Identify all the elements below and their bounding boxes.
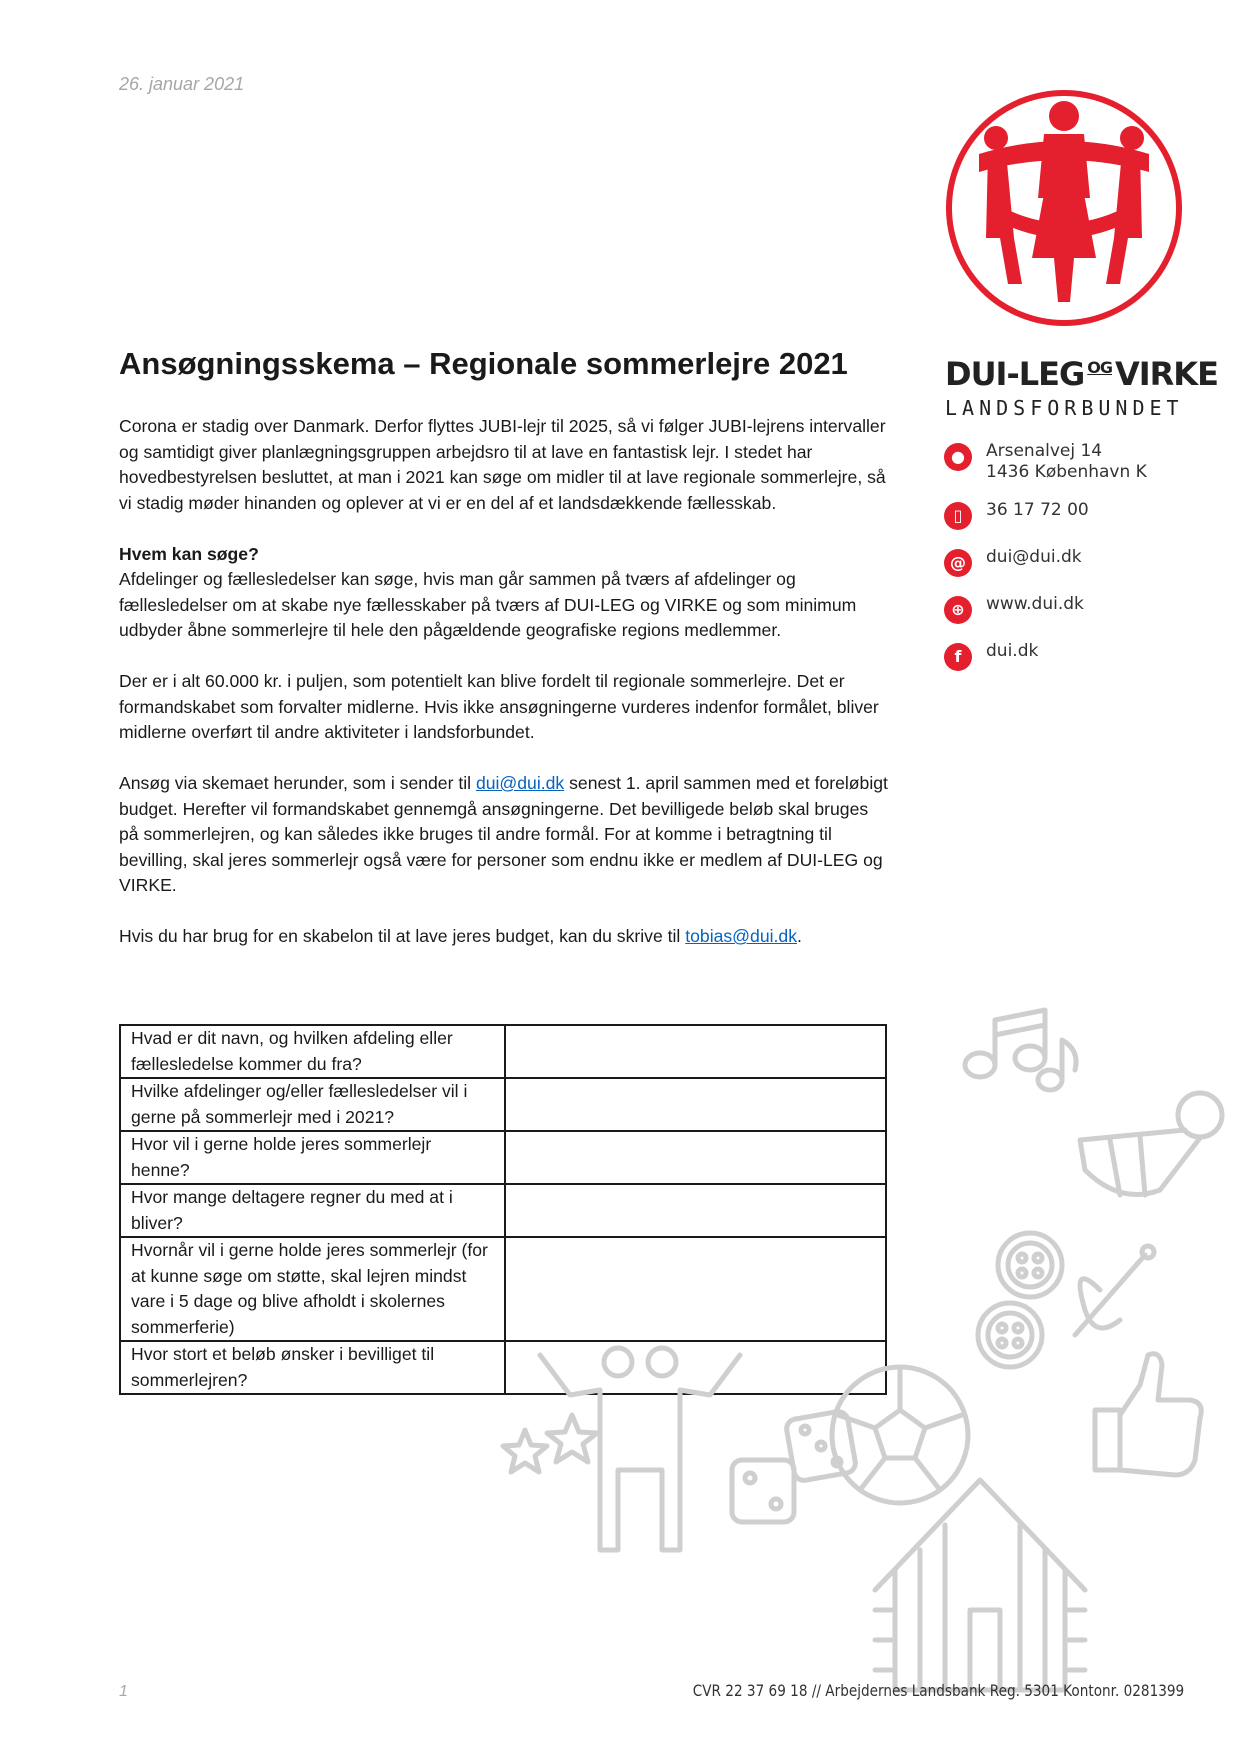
music-note-icon (965, 1010, 1076, 1090)
dui-logo (944, 88, 1184, 328)
address-street: Arsenalvej 14 (986, 441, 1103, 461)
website-url[interactable]: www.dui.dk (986, 594, 1084, 614)
email-address[interactable]: dui@dui.dk (986, 547, 1082, 567)
form-question: Hvilke afdelinger og/eller fællesledelser vil i gerne på sommerlejr med i 2021? (120, 1078, 505, 1131)
apply-paragraph (119, 771, 889, 899)
brand-og: OG (1087, 358, 1112, 377)
budget-paragraph (119, 924, 889, 950)
form-question: Hvor stort et beløb ønsker i bevilliget til sommerlejren? (120, 1341, 505, 1394)
form-question: Hvor mange deltagere regner du med at i bliver? (120, 1184, 505, 1237)
brand-wordmark (945, 348, 1218, 420)
brand-subtitle: LANDSFORBUNDET (945, 396, 1184, 420)
globe-icon: ⊕ (944, 596, 972, 624)
budget-email-link[interactable]: tobias@dui.dk (685, 926, 797, 946)
pool-paragraph: Der er i alt 60.000 kr. i puljen, som potentielt kan blive fordelt til regionale sommerlejre. Det er formandskabet som forvalter midlerne. Hvis ikke ansøgningerne vurderes indenfor formålet, bliver midlerne overført til andre aktiviteter i landsforbundet. (119, 671, 879, 742)
shuttlecock-icon (1080, 1093, 1222, 1195)
contact-email[interactable] (944, 547, 1184, 594)
form-question: Hvad er dit navn, og hvilken afdeling eller fællesledelse kommer du fra? (120, 1025, 505, 1078)
facebook-icon: f (944, 643, 972, 671)
brand-name-part1: DUI-LEG (945, 355, 1085, 393)
contact-facebook[interactable] (944, 641, 1184, 688)
address-city: 1436 København K (986, 462, 1147, 482)
contact-website[interactable] (944, 594, 1184, 641)
document-date: 26. januar 2021 (119, 74, 245, 94)
cabin-icon (875, 1480, 1085, 1690)
decorative-activity-icons (500, 990, 1240, 1710)
apply-email-link[interactable]: dui@dui.dk (475, 773, 565, 793)
phone-icon: ▯ (944, 502, 972, 530)
email-icon: @ (944, 549, 972, 577)
dice-icon (732, 1410, 857, 1522)
who-can-apply-heading: Hvem kan søge? (119, 543, 259, 564)
document-body (119, 414, 889, 975)
apply-text-after: senest 1. april sammen med et foreløbigt budget. Herefter vil formandskabet gennemgå ansøgningerne. Det bevilligede beløb skal bruges på sommerlejren, og kan således ikke bruges til andre formål. For at komme i betragtning til bevilling, skal jeres sommerlejr også være for personer som endnu ikke er medlem af DUI-LEG og VIRKE. (119, 773, 888, 895)
intro-paragraph: Corona er stadig over Danmark. Derfor flyttes JUBI-lejr til 2025, så vi følger JUBI-lejrens intervaller og samtidigt giver planlægningsgruppen arbejdsro til at lave en fantastisk lejr. I stedet har hovedbestyrelsen besluttet, at man i 2021 kan søge om midler til at lave regionale sommerlejre, så vi stadig møder hinanden og oplever at vi er en del af et landsdækkende fællesskab. (119, 416, 886, 513)
contact-list (944, 441, 1184, 688)
who-can-apply-paragraph: Afdelinger og fællesledelser kan søge, hvis man går sammen på tværs af afdelinger og fællesledelser om at skabe nye fællesskaber på tværs af DUI-LEG og VIRKE og som minimum udbyder åbne sommerlejre til hele den pågældende geografiske regions medlemmer. (119, 569, 857, 640)
budget-text-after: . (797, 926, 802, 946)
page-title: Ansøgningsskema – Regionale sommerlejre 2021 (119, 346, 848, 381)
facebook-handle[interactable]: dui.dk (986, 641, 1039, 661)
contact-address (944, 441, 1184, 488)
thumbs-up-icon (1095, 1354, 1201, 1475)
apply-text-before: Ansøg via skemaet herunder, som i sender til (119, 773, 476, 793)
stars-icon (503, 1415, 597, 1472)
people-icon (540, 1348, 740, 1550)
sewing-needle-icon (1075, 1246, 1154, 1335)
form-question: Hvornår vil i gerne holde jeres sommerlejr (for at kunne søge om støtte, skal lejren mindst vare i 5 dage og blive afholdt i skolernes sommerferie) (120, 1237, 505, 1341)
footer-bank-info: CVR 22 37 69 18 // Arbejdernes Landsbank Reg. 5301 Kontonr. 0281399 (692, 1681, 1184, 1700)
brand-name-part2: VIRKE (1114, 355, 1218, 393)
location-pin-icon: ● (944, 443, 972, 471)
page-number: 1 (119, 1683, 128, 1700)
button-icon (978, 1233, 1062, 1367)
phone-number: 36 17 72 00 (986, 500, 1089, 520)
contact-phone (944, 500, 1184, 547)
budget-text-before: Hvis du har brug for en skabelon til at lave jeres budget, kan du skrive til (119, 926, 686, 946)
form-question: Hvor vil i gerne holde jeres sommerlejr henne? (120, 1131, 505, 1184)
